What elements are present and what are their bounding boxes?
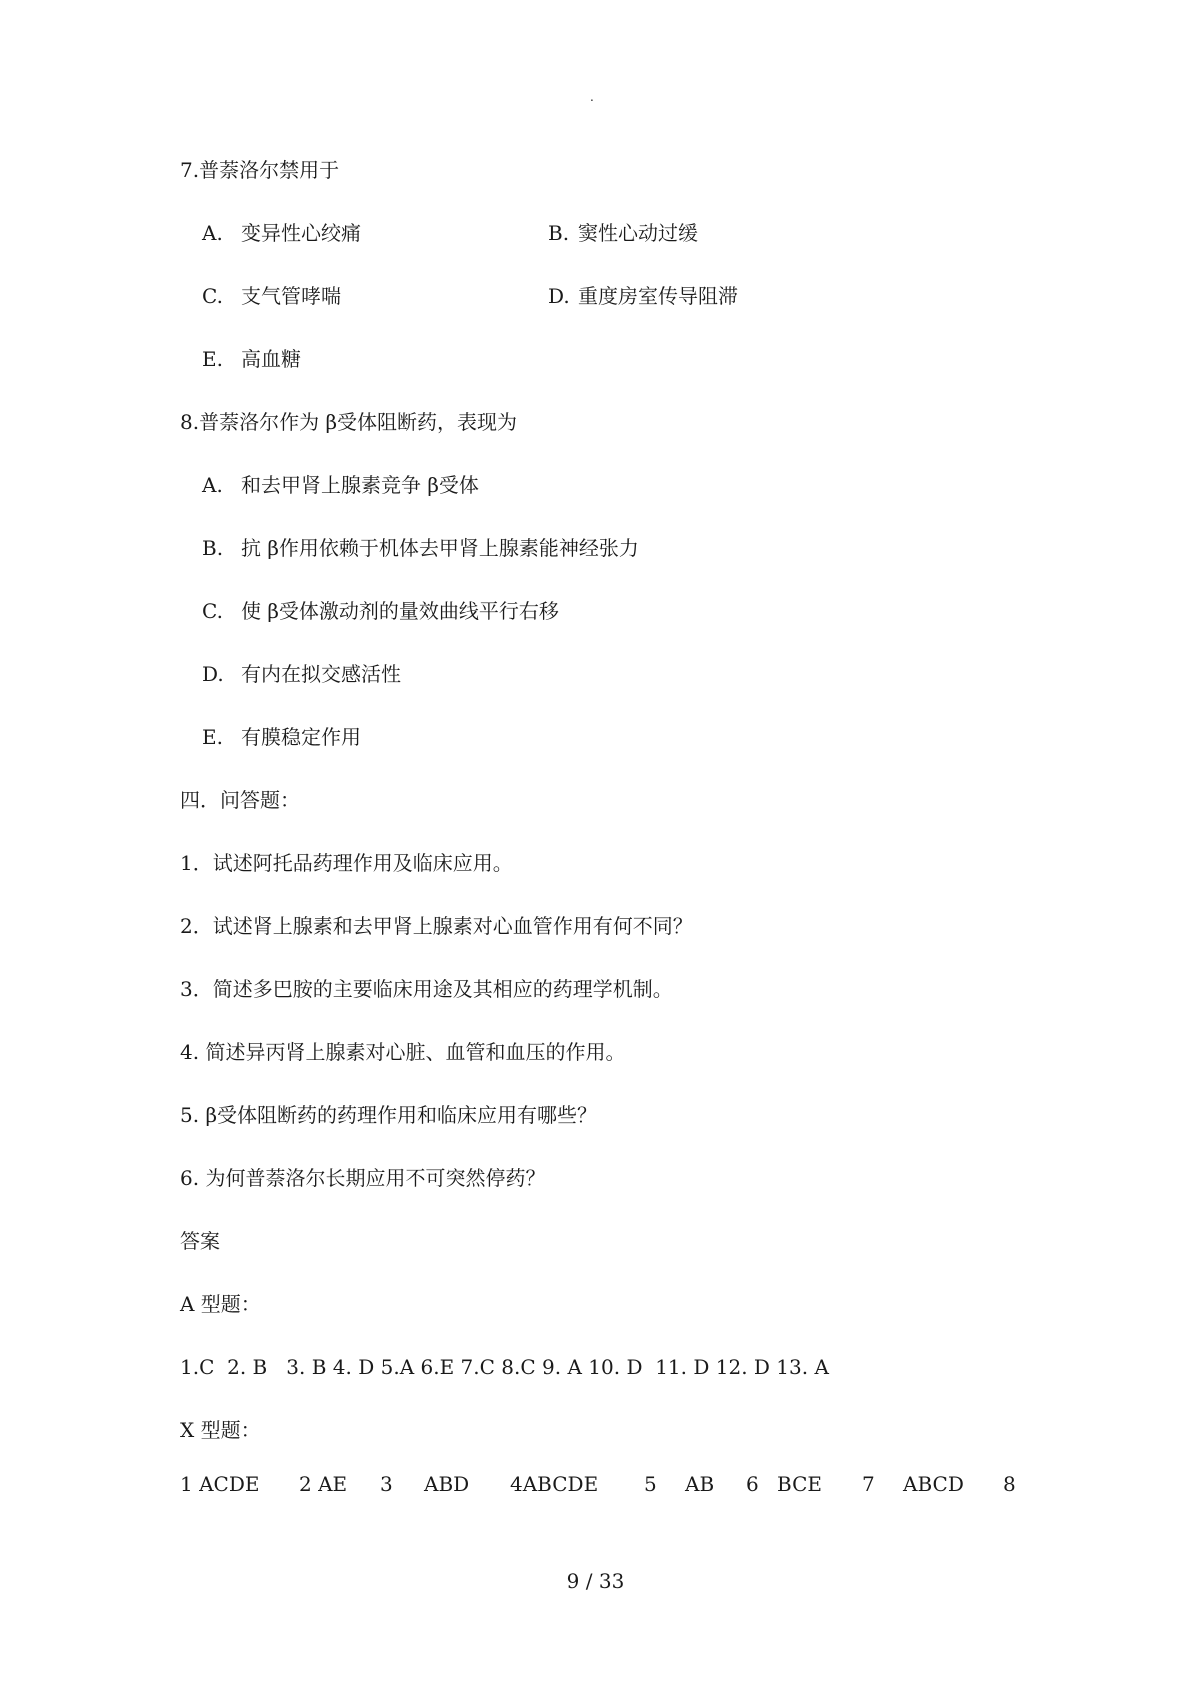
q7-option-e-text: 高血糖 <box>241 347 301 371</box>
q8-stem: 8.普萘洛尔作为 β受体阻断药，表现为 <box>180 410 518 434</box>
x-answer-7-number: 7 <box>862 1472 875 1496</box>
essay-question-6: 6. 为何普萘洛尔长期应用不可突然停药？ <box>180 1166 546 1190</box>
q7-option-b-text: 窦性心动过缓 <box>578 221 698 245</box>
q8-option-a-letter: A. <box>202 473 223 497</box>
q7-option-e-letter: E. <box>202 347 223 371</box>
q7-option-a-text: 变异性心绞痛 <box>241 221 361 245</box>
page-number: 9 / 33 <box>566 1569 625 1593</box>
x-answer-7-value: ABCD <box>903 1472 964 1496</box>
header-mark: . <box>590 90 594 104</box>
q8-option-e-letter: E. <box>202 725 223 749</box>
x-answer-6-number: 6 <box>746 1472 759 1496</box>
q8-option-d-letter: D. <box>202 662 224 686</box>
essay-question-2: 2．试述肾上腺素和去甲肾上腺素对心血管作用有何不同？ <box>180 914 693 938</box>
q8-option-d-text: 有内在拟交感活性 <box>241 662 401 686</box>
x-answer-6-value: BCE <box>777 1472 822 1496</box>
q7-option-d-text: 重度房室传导阻滞 <box>578 284 738 308</box>
x-answer-3-value: ABD <box>424 1472 470 1496</box>
q8-option-c-text: 使 β受体激动剂的量效曲线平行右移 <box>241 599 559 623</box>
x-answer-5-value: AB <box>685 1472 715 1496</box>
x-answer-8-number: 8 <box>1003 1472 1016 1496</box>
x-type-answers <box>180 1471 1020 1497</box>
q7-option-c-text: 支气管哮喘 <box>241 284 341 308</box>
q7-option-b-letter: B. <box>548 221 570 245</box>
x-answer-1: 1 ACDE <box>180 1472 260 1496</box>
x-answer-2: 2 AE <box>299 1472 348 1496</box>
essay-question-4: 4. 简述异丙肾上腺素对心脏、血管和血压的作用。 <box>180 1040 626 1064</box>
essay-question-1: 1．试述阿托品药理作用及临床应用。 <box>180 851 513 875</box>
x-answer-4: 4ABCDE <box>510 1472 599 1496</box>
a-type-answers: 1.C 2. B 3. B 4. D 5.A 6.E 7.C 8.C 9. A 10. D 11. D 12. D 13. A <box>180 1355 829 1379</box>
q7-stem: 7.普萘洛尔禁用于 <box>180 158 340 182</box>
q7-option-a-letter: A. <box>202 221 223 245</box>
q8-option-b-letter: B. <box>202 536 224 560</box>
q7-option-d-letter: D. <box>548 284 570 308</box>
answers-title: 答案 <box>180 1229 220 1253</box>
x-answer-3-number: 3 <box>380 1472 393 1496</box>
essay-question-3: 3．简述多巴胺的主要临床用途及其相应的药理学机制。 <box>180 977 673 1001</box>
x-answer-5-number: 5 <box>644 1472 657 1496</box>
essay-question-5: 5. β受体阻断药的药理作用和临床应用有哪些？ <box>180 1103 598 1127</box>
q8-option-c-letter: C. <box>202 599 223 623</box>
q8-option-a-text: 和去甲肾上腺素竞争 β受体 <box>241 473 479 497</box>
x-type-label: X 型题： <box>180 1418 261 1442</box>
section4-title: 四．问答题： <box>180 788 300 812</box>
a-type-label: A 型题： <box>180 1292 261 1316</box>
q8-option-b-text: 抗 β作用依赖于机体去甲肾上腺素能神经张力 <box>241 536 639 560</box>
q7-option-c-letter: C. <box>202 284 223 308</box>
q8-option-e-text: 有膜稳定作用 <box>241 725 361 749</box>
